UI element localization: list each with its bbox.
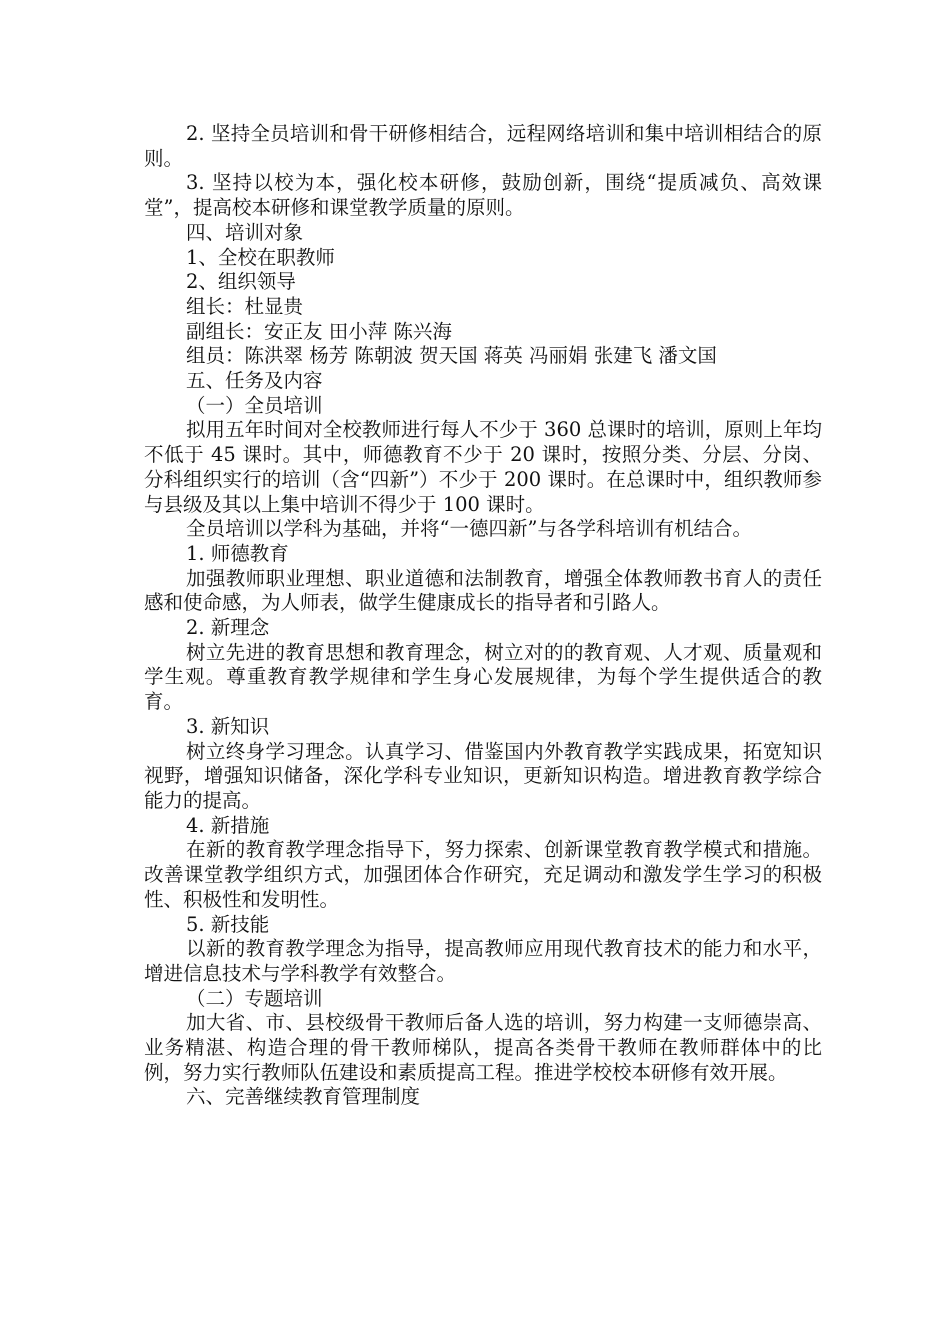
paragraph-new-measures: 在新的教育教学理念指导下，努力探索、创新课堂教育教学模式和措施。改善课堂教学组织方式，加强团体合作研究，充足调动和激发学生学习的积极性、积极性和发明性。 — [144, 838, 822, 911]
paragraph-new-skills: 以新的教育教学理念为指导，提高教师应用现代教育技术的能力和水平，增进信息技术与学科教学有效整合。 — [144, 937, 822, 985]
section-heading-6: 六、完善继续教育管理制度 — [186, 1085, 421, 1109]
item-heading-ethics: 1. 师德教育 — [186, 541, 289, 565]
paragraph-training-basis: 全员培训以学科为基础，并将“一德四新”与各学科培训有机结合。 — [186, 517, 752, 541]
subsection-heading-2: （二）专题培训 — [186, 986, 323, 1010]
item-heading-new-skills: 5. 新技能 — [186, 912, 270, 936]
paragraph-new-knowledge: 树立终身学习理念。认真学习、借鉴国内外教育教学实践成果，拓宽知识视野，增强知识储备，深化学科专业知识，更新知识构造。增进教育教学综合能力的提高。 — [144, 739, 822, 812]
paragraph-principle-3: 3. 坚持以校为本，强化校本研修，鼓励创新，围绕“提质减负、高效课堂”，提高校本研修和课堂教学质量的原则。 — [144, 171, 822, 220]
paragraph-special-training: 加大省、市、县校级骨干教师后备人选的培训，努力构建一支师德崇高、业务精湛、构造合理的骨干教师梯队，提高各类骨干教师在教师群体中的比例，努力实行教师队伍建设和素质提高工程。推进学校校本研修有效开展。 — [144, 1011, 822, 1084]
item-heading-new-concept: 2. 新理念 — [186, 616, 270, 640]
leader-line: 组长：杜显贵 — [186, 294, 304, 318]
paragraph-new-concept: 树立先进的教育思想和教育理念，树立对的的教育观、人才观、质量观和学生观。尊重教育教学规律和学生身心发展规律，为每个学生提供适合的教育。 — [144, 640, 822, 714]
item-heading-new-measures: 4. 新措施 — [186, 813, 270, 837]
deputy-leader-line: 副组长：安正友 田小萍 陈兴海 — [186, 319, 452, 343]
section-heading-5: 五、任务及内容 — [186, 369, 323, 393]
section-heading-4: 四、培训对象 — [186, 220, 304, 244]
item-heading-new-knowledge: 3. 新知识 — [186, 714, 270, 738]
subsection-heading-1: （一）全员培训 — [186, 393, 323, 417]
list-item-all-teachers: 1、全校在职教师 — [186, 245, 335, 269]
paragraph-ethics: 加强教师职业理想、职业道德和法制教育，增强全体教师教书育人的责任感和使命感，为人师表，做学生健康成长的指导者和引路人。 — [144, 566, 822, 615]
paragraph-principle-2: 2. 坚持全员培训和骨干研修相结合，远程网络培训和集中培训相结合的原则。 — [144, 122, 822, 170]
members-line: 组员：陈洪翠 杨芳 陈朝波 贺天国 蒋英 冯丽娟 张建飞 潘文国 — [186, 344, 717, 368]
document-page — [144, 122, 822, 1110]
list-item-leadership: 2、组织领导 — [186, 270, 296, 294]
paragraph-training-hours: 拟用五年时间对全校教师进行每人不少于 360 总课时的培训，原则上年均不低于 45 课时。其中，师德教育不少于 20 课时，按照分类、分层、分岗、分科组织实行的培训（含“四新”）不少于 200 课时。在总课时中，组织教师参与县级及其以上集中培训不得少于 100 课时。 — [144, 418, 822, 516]
